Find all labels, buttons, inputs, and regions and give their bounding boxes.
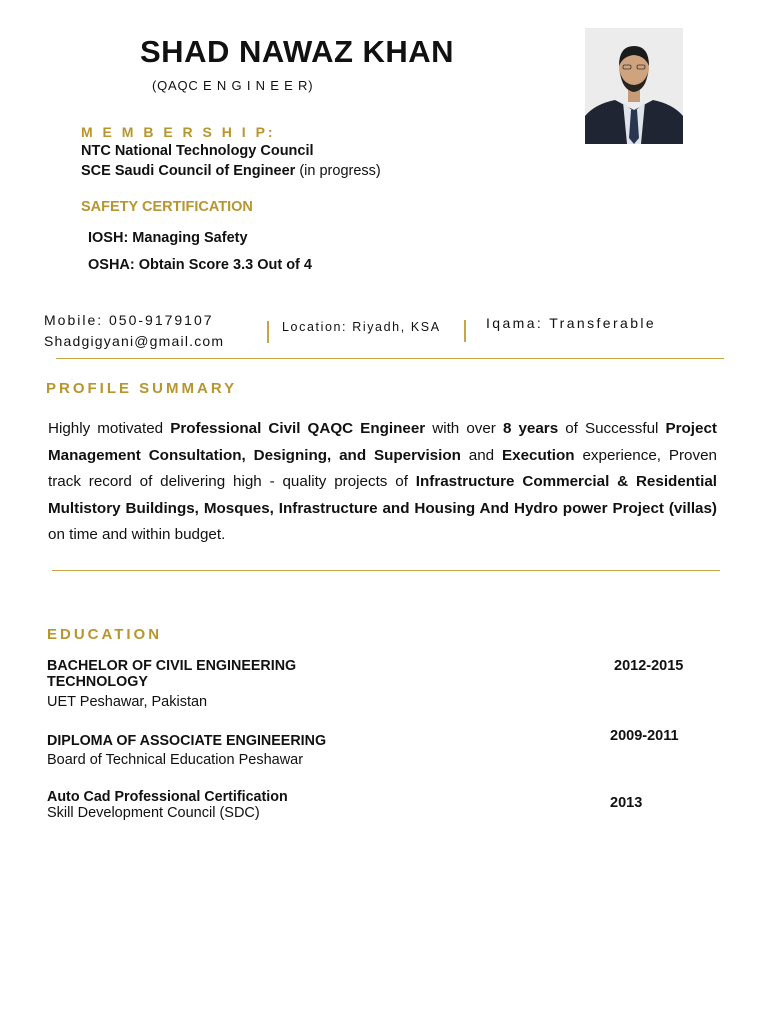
education-year: 2009-2011	[610, 728, 679, 744]
education-heading: EDUCATION	[47, 626, 163, 643]
job-title: (QAQC E N G I N E E R)	[152, 78, 314, 93]
certification-item: IOSH: Managing Safety	[88, 230, 248, 246]
education-degree: Auto Cad Professional Certification	[47, 789, 288, 805]
candidate-name: SHAD NAWAZ KHAN	[140, 34, 455, 69]
education-degree: BACHELOR OF CIVIL ENGINEERING TECHNOLOGY	[47, 658, 297, 690]
divider	[267, 321, 269, 343]
portrait-image	[585, 28, 683, 144]
safety-heading: SAFETY CERTIFICATION	[81, 199, 253, 215]
email-address[interactable]: Shadgigyani@gmail.com	[44, 333, 225, 349]
membership-item: SCE Saudi Council of Engineer (in progress)	[81, 163, 381, 179]
section-rule	[56, 358, 724, 359]
education-institution: Skill Development Council (SDC)	[47, 805, 260, 821]
profile-heading: PROFILE SUMMARY	[46, 380, 238, 397]
education-year: 2013	[610, 795, 643, 811]
education-institution: Board of Technical Education Peshawar	[47, 752, 304, 768]
membership-item: NTC National Technology Council	[81, 143, 314, 159]
membership-heading: M E M B E R S H I P:	[81, 124, 276, 140]
profile-summary-text: Highly motivated Professional Civil QAQC Engineer with over 8 years of Successful Project Management Consultation, Designing, and Supervision and Execution experience, Proven track record of delivering high - quality projects of Infrastructure Commercial & Residential Multistory Buildings, Mosques, Infrastructure and Housing And Hydro power Project (villas) on time and within budget.	[48, 420, 717, 543]
education-year: 2012-2015	[614, 658, 684, 674]
section-rule	[52, 570, 720, 571]
certification-item: OSHA: Obtain Score 3.3 Out of 4	[88, 257, 312, 273]
profile-photo	[585, 28, 683, 144]
iqama-status: Iqama: Transferable	[486, 315, 657, 331]
location-text: Location: Riyadh, KSA	[282, 320, 441, 334]
mobile-number: Mobile: 050-9179107	[44, 312, 214, 328]
education-institution: UET Peshawar, Pakistan	[47, 694, 208, 710]
education-degree: DIPLOMA OF ASSOCIATE ENGINEERING	[47, 733, 327, 749]
divider	[464, 320, 466, 342]
